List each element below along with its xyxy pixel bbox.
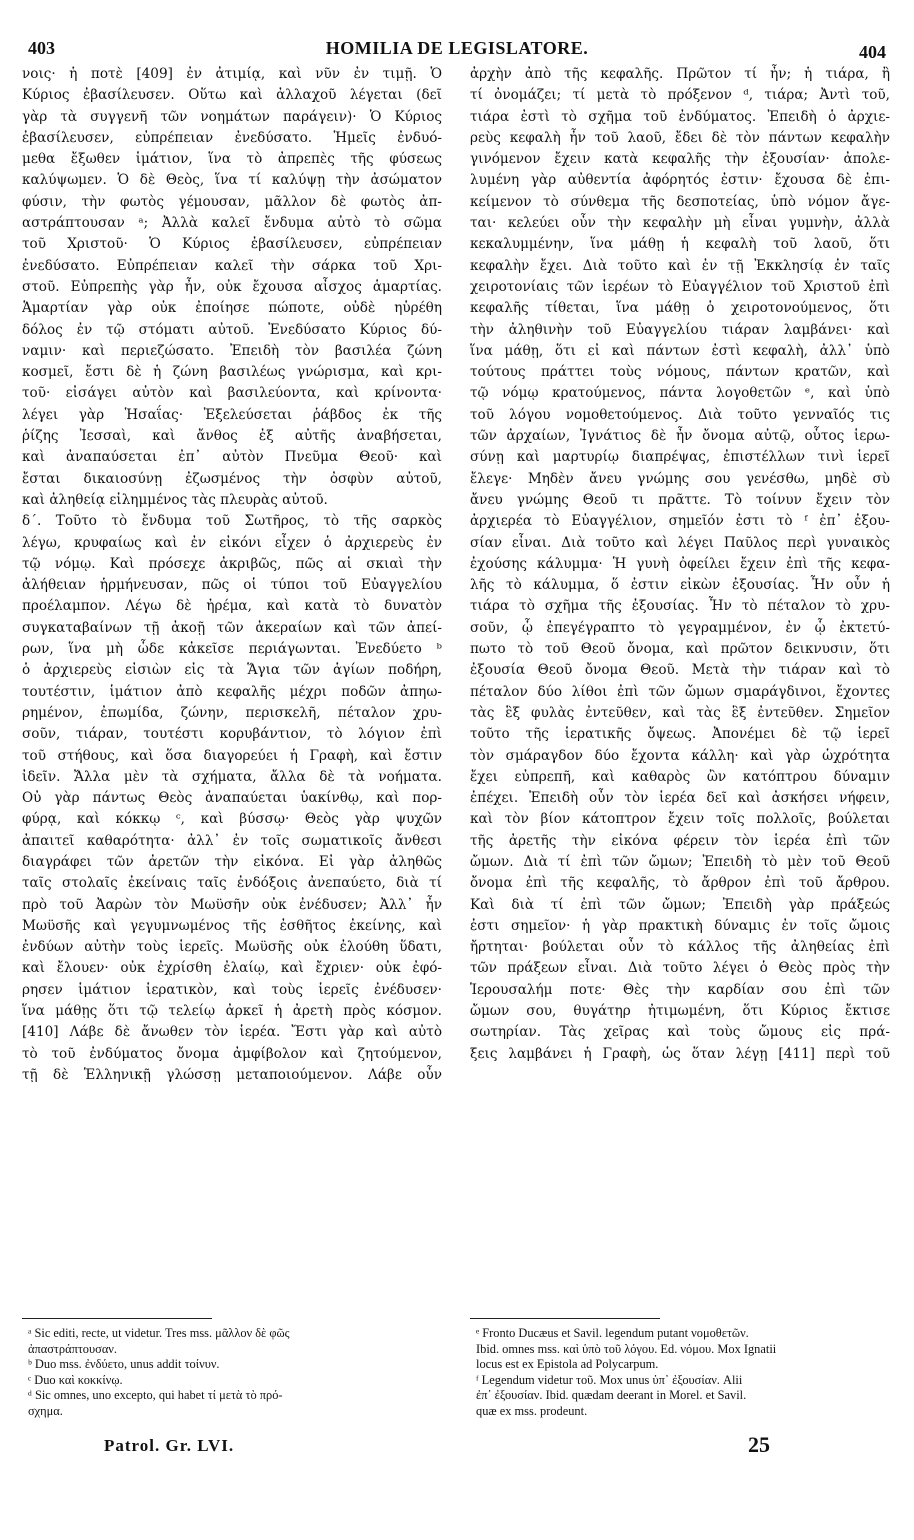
text-line: τὰς ἓξ φυλὰς ἐντεῦθεν, καὶ τὰς ἓξ ἐντεῦθεν. Σημεῖον [470,704,890,721]
text-line: προέλαμπον. Λέγω δὲ ἠρέμα, καὶ κατὰ τὸ δυνατὸν [22,598,442,615]
page-number-right: 404 [859,42,886,62]
text-line: δόλος ἐν τῷ στόματι αὐτοῦ. Ἐνεδύσατο Κύριος δύ- [22,321,442,338]
text-line: ἔχει εὐπρεπῆ, καὶ καθαρὸς ὢν κατόπτρου δύναμιν [470,768,890,785]
text-line: ξεις λαμβάνει ἡ Γραφὴ, ὡς ὅταν λέγῃ [411] περὶ τοῦ [470,1045,890,1062]
text-line: ρων, ἵνα μὴ ὧδε κἀκεῖσε περιάγωνται. Ἐνεδύετο ᵇ [22,641,442,658]
running-title: HOMILIA DE LEGISLATORE. [325,38,589,58]
text-line: σύνῃ καὶ μαρτυρίῳ διαπρέψας, ἐπιστέλλων τινὶ ἱερεῖ [470,449,890,466]
footnote-line: ᵇ Duo mss. ἐνδύετο, unus addit τοίνυν. [28,1357,220,1371]
left-text-column [22,64,442,1309]
text-line: νοις· ἡ ποτὲ [409] ἐν ἀτιμίᾳ, καὶ νῦν ἐν τιμῇ. Ὁ [22,66,442,82]
text-line: σοῦν, τιάραν, τουτέστι κορυβάντιον, τὸ λόγιον ἐπὶ [22,726,442,743]
text-line: φύρᾳ, καὶ κόκκῳ ᶜ, καὶ βύσσῳ· Θεὸς γὰρ ψυχῶν [22,811,442,828]
footnote-line: ᵃ Sic editi, recte, ut videtur. Tres mss. μᾶλλον δὲ φῶς [28,1326,290,1340]
text-line: τοῦτο τῆς ἱερατικῆς ὄψεως. Ἀπονέμει δὲ τῷ ἱερεῖ [470,726,890,743]
text-line: ἔσται δικαιοσύνῃ ἐζωσμένος τὴν ὀσφὺν αὐτοῦ, [22,470,442,487]
text-line: καὶ ἀληθείᾳ εἰλημμένος τὰς πλευρὰς αὐτοῦ. [22,491,328,508]
text-line: κεφαλῆς τίθεται, ἵνα μάθῃ ὁ χειροτονούμενος, ὅτι [470,300,890,317]
text-line: ταῖς στολαῖς ἐκείναις ταῖς ἐνδόξοις ἀνεπαύετο, διὰ τί [22,875,442,892]
text-line: ὤμων σου, θυγάτηρ ἠτιμωμένη, ὅτι Κύριος ἔκτισε [470,1003,890,1020]
text-line: ἀρχὴν ἀπὸ τῆς κεφαλῆς. Πρῶτον τί ἦν; ἡ τιάρα, ἢ [470,66,890,82]
text-line: ἐπέχει. Ἐπειδὴ οὖν τὸν ἱερέα δεῖ καὶ ἀσκήσει νήφειν, [470,790,890,807]
text-line: στοῦ. Εὐπρεπὴς γὰρ ἦν, οὐκ ἔχουσα αἶσχος ἁμαρτίας. [22,278,442,295]
text-line: γὰρ τὰ συγγενῆ τῶν νοημάτων παράγειν)· Ὁ Κύριος [22,108,442,125]
text-line: πωτο τὸ τοῦ Θεοῦ ὄνομα, καὶ πρῶτον δεικνυσιν, ὅτι [470,641,890,658]
footnote-rule-right [470,1318,660,1319]
text-line: καὶ τὸν βίον κάτοπτρον ἔχειν τοῖς πολλοῖς, βούλεται [470,811,890,828]
text-line: τὸ τοῦ ἐνδύματος ὄνομα ἀμφίβολον καὶ ζητούμενον, [22,1045,442,1062]
footnote-rule-left [22,1318,212,1319]
text-line: ἵνα μάθῃ, ὅτι εἰ καὶ πάντων ἐστὶ κεφαλὴ, ἀλλ᾽ ὑπὸ [470,342,890,359]
text-line: Κύριος ἐβασίλευσεν. Οὕτω καὶ ἀλλαχοῦ λέγεται (δεῖ [22,87,442,104]
text-line: γινόμενον ἔχειν κατὰ κεφαλῆς τὴν ἐξουσίαν· ἀπολε- [470,151,890,168]
footnotes-left [28,1326,448,1419]
text-line: ἐνεδύσατο. Εὐπρέπειαν καλεῖ τὴν σάρκα τοῦ Χρι- [22,257,442,274]
text-line: φύσιν, τὴν φωτὸς γέμουσαν, μᾶλλον δὲ φωτὸς ἀπ- [22,193,442,210]
text-line: τῆς ἀρετῆς τὴν εἰκόνα φέρειν τὸν ἱερέα ἐπὶ τῶν [470,832,890,849]
text-line: πέταλον δύο λίθοι ἐπὶ τῶν ὤμων σμαράγδινοι, ἔχοντες [470,683,890,700]
text-line: λῆς τὸ κάλυμμα, ὅ ἐστιν εἰκὼν ἐξουσίας. Ἦν οὖν ἡ [470,577,890,594]
right-text-column [470,64,890,1309]
text-line: τί ὀνομάζει; τί μετὰ τὸ πρόξενον ᵈ, τιάρα; Ἀντὶ τοῦ, [470,87,890,104]
footnote-line: ᵉ Fronto Ducæus et Savil. legendum putant νομοθετῶν. [476,1326,749,1340]
footnotes-right [476,1326,886,1419]
text-line: ται· κελεύει οὖν τὴν κεφαλὴν μὴ εἶναι γυμνὴν, ἀλλὰ [470,215,890,232]
text-line: καὶ ἀναπαύσεται ἐπ᾽ αὐτὸν Πνεῦμα Θεοῦ· καὶ [22,449,442,466]
text-line: τῇ δὲ Ἑλληνικῇ γλώσσῃ μεταποιούμενον. Λάβε οὖν [22,1066,442,1083]
text-line: ἰδεῖν. Ἄλλα μὲν τὰ σχήματα, ἄλλα δὲ τὰ νοήματα. [22,768,442,785]
text-line: λυμένη γὰρ αὐθεντία ἀφόρητός ἐστιν· ἔχουσα δὲ ἐπι- [470,172,890,189]
text-line: ἐξουσία Θεοῦ ὄνομα Θεοῦ. Μετὰ τὴν τιάραν καὶ τὸ [470,662,890,679]
text-line: ἀπαιτεῖ καθαρότητα· ἀλλ᾽ ἐν τοῖς σωματικοῖς ἄνθεσι [22,832,442,849]
text-line: ναμιν· καὶ περιεζώσατο. Ἐπειδὴ τὸν βασιλέα ζώνη [22,342,442,359]
text-line: συγκαταβαίνων τῇ ἀκοῇ τῶν ἀκεραίων καὶ τῶν ἀπεί- [22,619,442,636]
text-line: Καὶ διὰ τί ἐπὶ τῶν ὤμων; Ἐπειδὴ γὰρ πράξεώς [470,896,890,913]
text-line: πρὸ τοῦ Ἀαρὼν τὸν Μωϋσῆν οὐκ ἐνέδυσεν; Ἀλλ᾽ ἦν [22,896,442,913]
text-line: μεθα ἔξωθεν ἱμάτιον, ἵνα τὸ ἀπρεπὲς τῆς φύσεως [22,151,442,168]
text-line: ἐχούσης κάλυμμα· Ἡ γυνὴ ὀφείλει ἔχειν ἐπὶ τῆς κεφα- [470,555,890,572]
text-line: τῷ νόμῳ. Καὶ πρόσεχε ἀκριβῶς, πῶς αἱ σκιαὶ τὴν [22,555,442,572]
text-line: ὁ ἀρχιερεὺς εἰσιὼν εἰς τὰ Ἅγια τῶν ἁγίων ποδήρη, [22,662,442,679]
signature-mark: 25 [748,1432,770,1457]
text-line: τούτους πράττει τοὺς νόμους, πάντων κρατῶν, καὶ [470,364,890,381]
text-line: τῶν ἀρχαίων, Ἰγνάτιος δὲ ἦν ὄνομα αὐτῷ, οὗτος ἱερω- [470,428,890,445]
text-line: ἀλήθειαν ἡρμήνευσαν, πῶς οἱ τύποι τοῦ Εὐαγγελίου [22,577,442,594]
text-line: ἐνδύων αὐτὴν τοὺς ἱερεῖς. Μωϋσῆς οὐκ ἐλούθη ὕδατι, [22,939,442,956]
text-line: ἄνευ γνώμης Θεοῦ τι πρᾶττε. Τὸ τοίνυν ἔχειν τὸν [470,491,890,508]
text-line: ἔλεγε· Μηδὲν ἄνευ γνώμης σου γενέσθω, μηδὲ σὺ [470,470,890,487]
footnote-line: ᶜ Duo καὶ κοκκίνῳ. [28,1372,123,1387]
text-line: δ΄. Τοῦτο τὸ ἔνδυμα τοῦ Σωτῆρος, τὸ τῆς σαρκὸς [22,513,442,530]
text-line: αστράπτουσαν ᵃ; Ἀλλὰ καλεῖ ἔνδυμα αὐτὸ τὸ σῶμα [22,215,442,232]
text-line: τοῦ στήθους, καὶ ὅσα διαγορεύει ἡ Γραφὴ, καὶ ἔστιν [22,747,442,764]
text-line: τοῦ· εἰσάγει αὐτὸν καὶ βασιλεύοντα, καὶ κρίνοντα· [22,385,442,402]
series-citation: Patrol. Gr. LVI. [104,1436,235,1455]
text-line: ἵνα μάθῃς ὅτι τῷ τελείῳ ἀρκεῖ ἡ ἀρετὴ πρὸς κόσμον. [22,1003,442,1020]
text-line: ρεὺς κεφαλὴ ἦν τοῦ λαοῦ, ἔδει δὲ τὸν πάντων κεφαλὴν [470,129,890,146]
text-line: διαγράφει τῶν ἀρετῶν τὴν εἰκόνα. Εἰ γὰρ ἀληθῶς [22,853,442,870]
text-line: λέγω, κρυφαίως καὶ ἐν εἰκόνι εἶχεν ὁ ἀρχιερεὺς ἐν [22,534,442,551]
text-line: τὴν ἀληθινὴν τοῦ Εὐαγγελίου τιάραν λαμβάνει· καὶ [470,321,890,338]
footnote-line: ᶠ Legendum videtur τοῦ. Mox unus ὑπ᾽ ἐξουσίαν. Alii [476,1372,743,1387]
page-header [28,38,886,60]
text-line: καλύψωμεν. Ὁ δὲ Θεὸς, ἵνα τί καλύψῃ τὴν ἀσώματον [22,172,442,189]
text-line: κοσμεῖ, ἔστι δὲ ἡ ζώνη βασιλέως γνώρισμα, καὶ κρι- [22,364,442,381]
footnote-line: ἐπ᾽ ἐξουσίαν. Ibid. quædam deerant in Morel. et Savil. [476,1388,747,1402]
text-line: σοῦν, ᾧ ἐπεγέγραπτο τὸ γεγραμμένον, ἐν ᾧ ἐκτετύ- [470,619,890,636]
text-line: Οὐ γὰρ πάντως Θεὸς ἀναπαύεται ὑακίνθῳ, καὶ πορ- [22,790,442,807]
text-line: σίαν εἶναι. Διὰ τοῦτο καὶ λέγει Παῦλος περὶ γυναικὸς [470,534,890,551]
footnote-line: Ibid. omnes mss. καὶ ὑπὸ τοῦ λόγου. Ed. νόμου. Mox Ignatii [476,1341,777,1356]
page-number-left: 403 [28,38,55,58]
text-line: τιάρα ἐστὶ τὸ σχῆμα τοῦ ἐνδύματος. Ἐπειδὴ ὁ ἀρχιε- [470,108,890,125]
text-line: ρημένον, ἐπωμίδα, ζώνην, περισκελῆ, πέταλον χρυ- [22,704,442,721]
text-line: τουτέστιν, ἱμάτιον ἀπὸ κεφαλῆς μέχρι ποδῶν ἀπηω- [22,683,442,700]
text-line: τῶν πράξεων εἶναι. Διὰ τοῦτο λέγει ὁ Θεὸς πρὸς τὴν [470,960,890,977]
text-line: ἤρτηται· βούλεται οὖν τὸ κάλλος τῆς ἀληθείας ἐπὶ [470,939,890,956]
text-line: κείμενον τὸ σύνθεμα τῆς δεσποτείας, ὑπὸ νόμον ἄγε- [470,193,890,210]
text-line: τοῦ λόγου νομοθετούμενος. Διὰ τοῦτο γενναῖός τις [470,406,890,423]
text-line: ὄνομα ἐπὶ τῆς κεφαλῆς, τὸ ἄρθρον ἐπὶ τοῦ ἄρθρου. [470,875,890,892]
text-line: ῥίζης Ἰεσσαὶ, καὶ ἄνθος ἐξ αὐτῆς ἀναβήσεται, [22,428,442,445]
text-line: ρησεν ἱμάτιον ἱερατικὸν, καὶ τοὺς ἱερεῖς ἐνέδυσεν· [22,981,442,998]
text-line: ἐβασίλευσεν, εὐπρέπειαν ἐνεδύσατο. Ἡμεῖς ἐνδυό- [22,129,442,146]
footnote-line: ἀπαστράπτουσαν. [28,1341,118,1356]
page-footer [28,1432,886,1462]
text-line: καὶ ἔλουεν· οὐκ ἐχρίσθη ἐλαίῳ, καὶ ἔχριεν· οὐκ ἐφό- [22,960,442,977]
footnote-line: quæ ex mss. prodeunt. [476,1403,588,1418]
footnote-line: locus est ex Epistola ad Polycarpum. [476,1357,659,1371]
text-line: Μωϋσῆς καὶ γεγυμνωμένος τῆς ἐσθῆτος ἐκείνης, καὶ [22,917,442,934]
text-line: σωτηρίαν. Τὰς χεῖρας καὶ τοὺς ὤμους εἰς πρά- [470,1024,890,1041]
text-line: τιάρα τὸ σχῆμα τῆς ἐξουσίας. Ἦν τὸ πέταλον τὸ χρυ- [470,598,890,615]
text-line: Ἱερουσαλήμ ποτε· Θὲς τὴν καρδίαν σου ἐπὶ τῶν [470,981,890,998]
footnote-line: ᵈ Sic omnes, uno excepto, qui habet τί μετὰ τὸ πρό- [28,1388,283,1402]
text-line: τῷ νόμῳ κρατούμενος, πάντα λογοθετῶν ᵉ, καὶ ὑπὸ [470,385,890,402]
text-line: τοῦ Χριστοῦ· Ὁ Κύριος ἐβασίλευσεν, εὐπρέπειαν [22,236,442,253]
text-line: κεκαλυμμένην, ἵνα μάθῃ ἡ κεφαλὴ τοῦ λαοῦ, ὅτι [470,236,890,253]
text-line: κεφαλὴν ἔχει. Διὰ τοῦτο καὶ ἐν τῇ Ἐκκλησίᾳ ἐν ταῖς [470,257,890,274]
text-line: λέγει γὰρ Ἡσαΐας· Ἐξελεύσεται ῥάβδος ἐκ τῆς [22,406,442,423]
footnote-line: σχημα. [28,1403,63,1418]
text-line: χειροτονίαις τῶν ἱερέων τὸ Εὐαγγέλιον τοῦ Χριστοῦ ἐπὶ [470,278,890,295]
text-line: τὸν σμάραγδον δύο ἔχοντα κάλλη· καὶ γὰρ ὡχρότητα [470,747,890,764]
text-line: Ἁμαρτίαν γὰρ οὐκ ἐποίησε πώποτε, οὐδὲ ηὑρέθη [22,300,442,317]
text-line: [410] Λάβε δὲ ἄνωθεν τὸν ἱερέα. Ἔστι γὰρ καὶ αὐτὸ [22,1024,442,1041]
text-line: ἀρχιερέα τὸ Εὐαγγέλιον, σημεῖόν ἐστι τὸ ᶠ ἐπ᾽ ἐξου- [470,513,890,530]
text-line: ἐστι σημεῖον· ἡ γὰρ πρακτικὴ δύναμις ἐν τοῖς ὤμοις [470,917,890,934]
text-line: ὤμων. Διὰ τί ἐπὶ τῶν ὤμων; Ἐπειδὴ τὸ μὲν τοῦ Θεοῦ [470,853,890,870]
